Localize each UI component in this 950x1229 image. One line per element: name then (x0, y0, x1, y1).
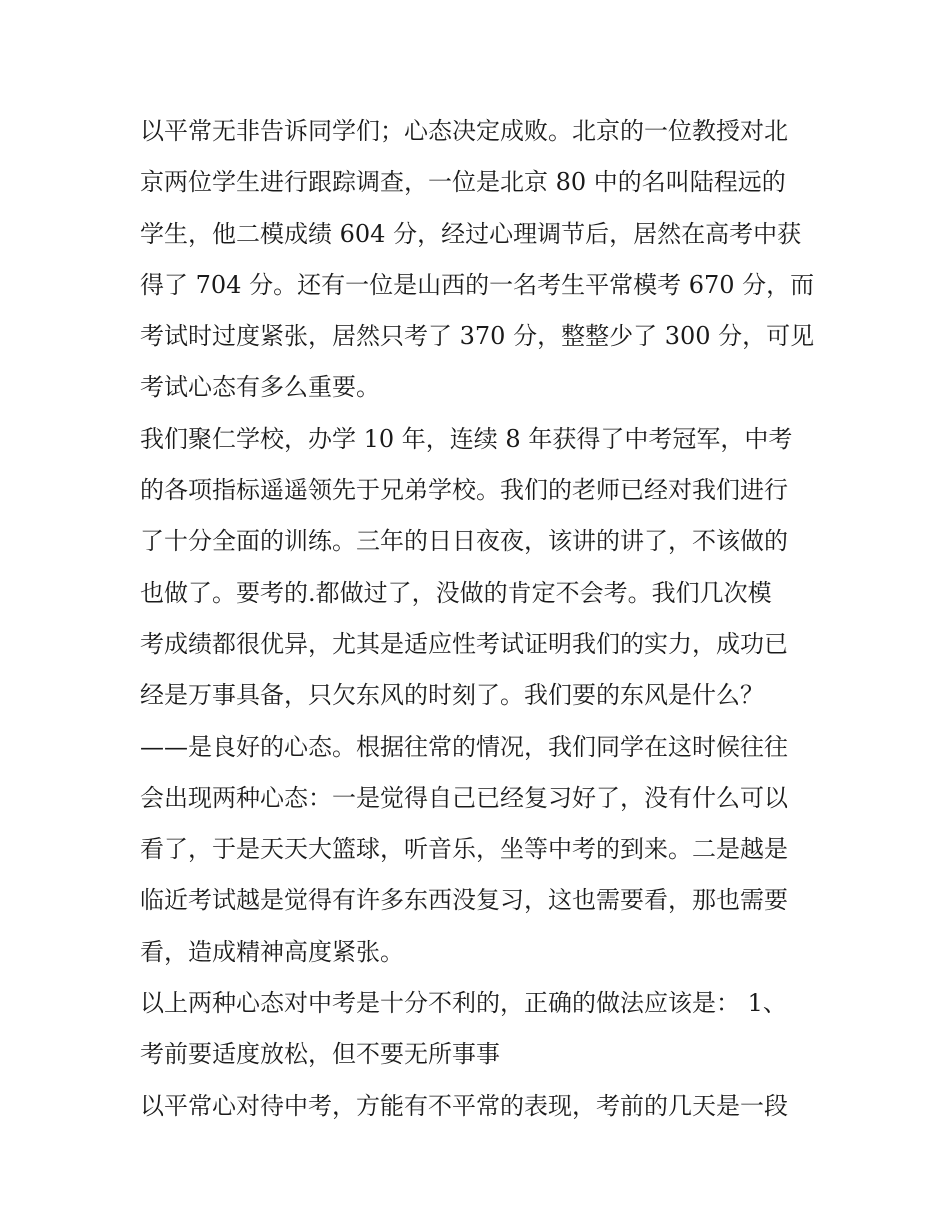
text-line-9: 了十分全面的训练。三年的日日夜夜，该讲的讲了，不该做的 (140, 527, 788, 556)
text-line-2: 京两位学生进行跟踪调查，一位是北京 80 中的名叫陆程远的 (140, 168, 786, 197)
text-line-7: 我们聚仁学校，办学 10 年，连续 8 年获得了中考冠军，中考 (140, 424, 793, 453)
text-line-5: 考试时过度紧张，居然只考了 370 分，整整少了 300 分，可见 (140, 322, 815, 351)
text-line-13: ——是良好的心态。根据往常的情况，我们同学在这时候往往 (140, 732, 788, 761)
text-line-4: 得了 704 分。还有一位是山西的一名考生平常模考 670 分，而 (140, 270, 815, 299)
text-line-18: 以上两种心态对中考是十分不利的，正确的做法应该是： 1、 (140, 989, 787, 1018)
text-line-11: 考成绩都很优异，尤其是适应性考试证明我们的实力，成功已 (140, 629, 788, 658)
text-line-8: 的各项指标遥遥领先于兄弟学校。我们的老师已经对我们进行 (140, 476, 788, 505)
text-line-19: 考前要适度放松，但不要无所事事 (140, 1040, 500, 1069)
text-line-12: 经是万事具备，只欠东风的时刻了。我们要的东风是什么？ (140, 681, 764, 710)
text-line-10: 也做了。要考的.都做过了，没做的肯定不会考。我们几次模 (140, 578, 772, 607)
text-line-17: 看，造成精神高度紧张。 (140, 937, 404, 966)
text-line-20: 以平常心对待中考，方能有不平常的表现，考前的几天是一段 (140, 1091, 788, 1120)
text-line-6: 考试心态有多么重要。 (140, 373, 380, 402)
text-line-1: 以平常无非告诉同学们；心态决定成败。北京的一位教授对北 (140, 117, 788, 145)
text-line-3: 学生，他二模成绩 604 分，经过心理调节后，居然在高考中获 (140, 219, 802, 248)
text-line-14: 会出现两种心态：一是觉得自己已经复习好了，没有什么可以 (140, 783, 788, 812)
text-line-16: 临近考试越是觉得有许多东西没复习，这也需要看，那也需要 (140, 886, 788, 915)
text-line-15: 看了，于是天天大篮球，听音乐，坐等中考的到来。二是越是 (140, 835, 788, 864)
document-text-body (140, 106, 820, 1132)
